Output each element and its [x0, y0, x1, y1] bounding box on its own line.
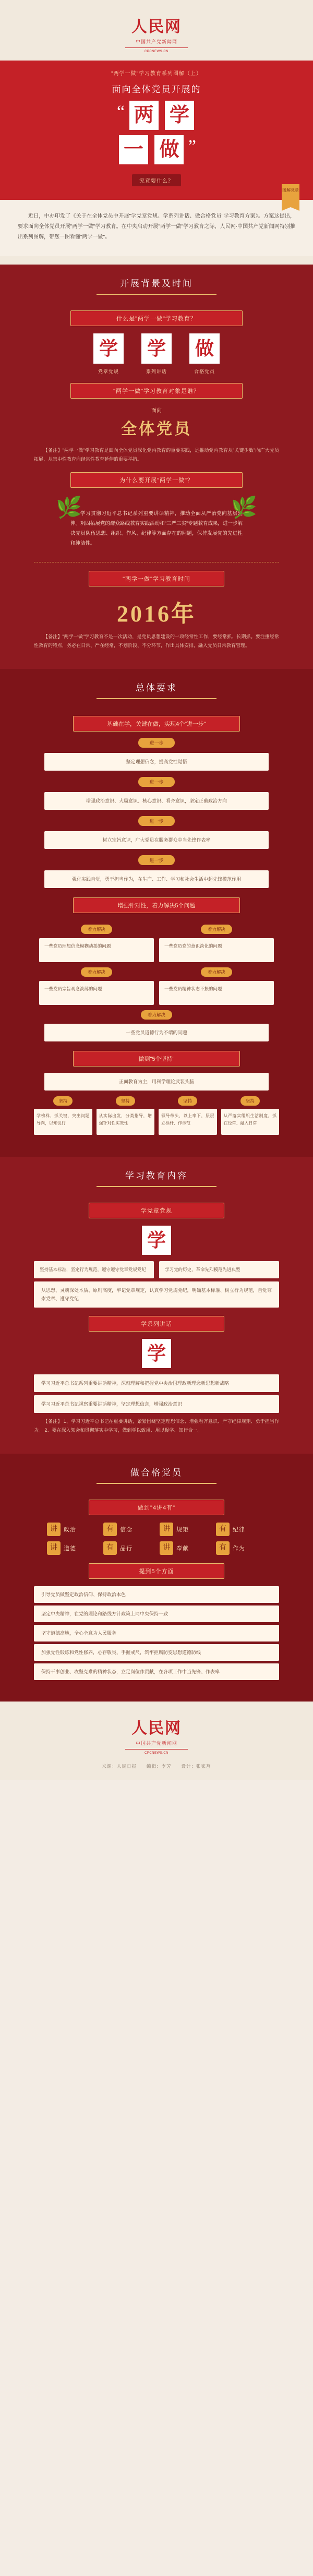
hero-char-3: 做 [154, 135, 184, 164]
kv-key-3: 有 [216, 1523, 230, 1536]
hero-big-chars-2 [10, 134, 303, 166]
aspect-item-0: 引导党员做坚定政治信仰、保持政治本色 [34, 1586, 279, 1603]
study-rules-cards [34, 1261, 279, 1278]
kv-key-7: 有 [216, 1541, 230, 1555]
study-rules-wide: 从思想、灵魂深处本质、原则高度，牢记党章规定，认真学习党规党纪，明确基本标准、树立行为规范，自觉尊崇党章、遵守党纪 [34, 1281, 279, 1308]
hero-kicker: "两学一做"学习教育系列图解（上） [111, 71, 202, 77]
hero-banner [0, 61, 313, 200]
kv-val-2: 规矩 [176, 1527, 189, 1533]
kv-2 [160, 1523, 210, 1536]
four-four-grid [47, 1523, 266, 1555]
trio-item-2 [189, 333, 220, 375]
footer-credit: 来源：人民日报 编辑：李芳 设计：张家菖 [102, 1764, 211, 1769]
ribbon-badge: 图解党章 [282, 184, 299, 207]
footer-logo-divider [125, 1749, 188, 1750]
footer-logo[interactable] [0, 1715, 313, 1755]
mini-card-2: 一些党员宗旨观念淡薄的问题 [39, 981, 154, 1005]
subhead-target: "两学一做"学习教育对象是谁？ [70, 383, 243, 399]
req-group-1 [34, 897, 279, 1041]
bigchar-study-2: 学 [142, 1339, 171, 1368]
req-head-2: 做到"5个坚持" [73, 1051, 240, 1067]
kv-val-4: 道德 [64, 1545, 76, 1552]
page-header [0, 0, 313, 265]
kv-1 [103, 1523, 153, 1536]
kv-key-0: 讲 [47, 1523, 61, 1536]
target-label: 面向 [151, 408, 162, 414]
mini-pill-2: 着力解决 [81, 967, 112, 977]
tag-1: 坚持 [53, 1096, 73, 1106]
pill-0-2: 进一步 [138, 816, 175, 826]
note-content: 【备注】 1、学习习近平总书记在重要讲话，紧紧围绕坚定理想信念、增强看齐意识、严守纪律规矩、勇于担当作为。 2、要在深入领会和贯彻落实中学习，做到学以致用、用以促学、知行合一。 [34, 1419, 279, 1433]
kv-val-6: 奉献 [176, 1545, 189, 1552]
mini-pill-1: 着力解决 [201, 925, 232, 934]
quote-right: ” [188, 137, 196, 157]
trio-char-2: 做 [189, 333, 220, 364]
subhead-what-is: 什么是"两学一做"学习教育？ [70, 310, 243, 326]
footer-logo-sub: 中国共产党新闻网 [135, 1741, 177, 1746]
note-target: 【备注】"两学一做"学习教育是面向全体党员深化党内教育的重要实践，是推动党内教育从"关键少数"向广大党员拓展、从集中性教育向经常性教育延伸的重要举措。 [34, 448, 279, 462]
footer-logo-main: 人民网 [131, 1720, 182, 1737]
section-content [0, 1157, 313, 1454]
req-head-1: 增强针对性，着力解决5个问题 [73, 897, 240, 913]
req-group-0 [34, 716, 279, 888]
kv-key-6: 讲 [160, 1541, 173, 1555]
req-head-0: 基础在学，关键在做，实现4个"进一步" [73, 716, 240, 732]
quote-left: “ [117, 102, 125, 122]
kv-val-0: 政治 [64, 1527, 76, 1533]
kv-7 [216, 1541, 266, 1555]
trio-char-1: 学 [141, 333, 172, 364]
section-title-requirements: 总体要求 [0, 677, 313, 706]
trio-label-1: 系列讲话 [146, 369, 167, 374]
card-0-2: 树立宗旨意识，广大党员在服务群众中当先锋作表率 [44, 831, 269, 849]
study-speech-wide: 学习习近平总书记系列重要讲话精神，深刻理解和把握党中央治国理政新理念新思想新战略 [34, 1374, 279, 1392]
kv-5 [103, 1541, 153, 1555]
four-row [34, 1096, 279, 1135]
tag-3: 坚持 [178, 1096, 197, 1106]
kv-3 [216, 1523, 266, 1536]
trio-label-2: 合格党员 [194, 369, 215, 374]
footer-logo-en: CPCNEWS.CN [144, 1752, 168, 1755]
mini-card-1: 一些党员党的意识淡化的问题 [159, 938, 274, 962]
section-title-qualified: 做合格党员 [0, 1462, 313, 1491]
hero-char-1: 学 [165, 101, 194, 130]
site-logo[interactable] [0, 14, 313, 53]
spacer-1 [0, 650, 313, 655]
year-text: 2016年 [117, 601, 196, 627]
laurel-left-icon: 🌿 [56, 496, 82, 519]
subhead-five-aspects: 提到5个方面 [89, 1563, 224, 1579]
bigchar-study-1: 学 [142, 1226, 171, 1255]
study-rules-card-0: 坚持基本标准，坚定行为规范，遵守遵守党章党规党纪 [34, 1261, 154, 1278]
four-cell-4 [221, 1096, 280, 1135]
subhead-time: "两学一做"学习教育时间 [89, 571, 224, 586]
subhead-study-rules: 学党章党规 [89, 1203, 224, 1218]
mini-pill-4: 着力解决 [141, 1010, 172, 1020]
section-title-content: 学习教育内容 [0, 1165, 313, 1194]
section-qualified [0, 1454, 313, 1702]
hero-title: 面向全体党员开展的 [112, 85, 201, 94]
four-text-2: 从实际出发，分类指导，增强针对性实效性 [97, 1109, 155, 1135]
spacer-4 [0, 1683, 313, 1688]
hero-big-chars [10, 99, 303, 131]
kv-key-2: 讲 [160, 1523, 173, 1536]
subhead-study-speech: 学系列讲话 [89, 1316, 224, 1332]
logo-main-text: 人民网 [131, 18, 182, 35]
twocol-col-2 [39, 962, 154, 1005]
study-speech-wide-2: 学习习近平总书记视察重要讲话精神，坚定理想信念，增强政治意识 [34, 1395, 279, 1413]
aspect-item-3: 加强党性锻炼和党性修养，心存敬畏、手握戒尺，筑牢拒腐防变思想道德防线 [34, 1644, 279, 1661]
kv-4 [47, 1541, 97, 1555]
four-cell-1 [34, 1096, 92, 1135]
hero-char-2: 一 [119, 135, 148, 164]
section-background [0, 265, 313, 669]
four-text-1: 学榜样、抓关键，突出问题导向，以知促行 [34, 1109, 92, 1135]
pill-0-0: 进一步 [138, 738, 175, 748]
kv-val-5: 品行 [120, 1545, 133, 1552]
section-requirements [0, 669, 313, 1157]
twocol-col-0 [39, 919, 154, 962]
mini-pill-3: 着力解决 [201, 967, 232, 977]
kv-0 [47, 1523, 97, 1536]
twocol-row-0 [39, 919, 274, 962]
twocol-row-1 [39, 962, 274, 1005]
trio-label-0: 党章党规 [98, 369, 119, 374]
kv-val-7: 作为 [233, 1545, 245, 1552]
spacer-3 [0, 1435, 313, 1440]
wreath-text: 学习贯彻习近平总书记系列重要讲话精神，推动全面从严治党向基层延伸。巩固拓展党的群众路线教育实践活动和"三严三实"专题教育成果，进一步解决党员队伍思想、组织、作风、纪律等方面存在的问题，保持发展党的先进性和纯洁性。 [70, 511, 243, 546]
card-persist-0: 正面教育为主，用科学理论武装头脑 [44, 1073, 269, 1091]
twocol-col-3 [159, 962, 274, 1005]
four-cell-3 [159, 1096, 217, 1135]
year-wrap [0, 595, 313, 628]
mini-card-0: 一些党员理想信念模糊动摇的问题 [39, 938, 154, 962]
logo-sub-text: 中国共产党新闻网 [135, 39, 177, 44]
mini-card-4: 一些党员道德行为不端的问题 [44, 1024, 269, 1041]
kv-val-3: 纪律 [233, 1527, 245, 1533]
kv-val-1: 信念 [120, 1527, 133, 1533]
intro-paragraph: 近日，中办印发了《关于在全体党员中开展"学党章党规、学系列讲话、做合格党员"学习教育方案》。方案这提出，要求面向全体党员开展"两学一做"学习教育。在中央启动开展"两学一做"学习教育之际，人民网·中国共产党新闻网特别推出系列图解，带您一图看懂"两学一做"。 [0, 200, 313, 256]
req-group-2 [34, 1051, 279, 1135]
card-0-0: 坚定理想信念，提高党性觉悟 [44, 753, 269, 771]
trio-item-0 [93, 333, 124, 375]
kv-6 [160, 1541, 210, 1555]
wreath-block [34, 495, 279, 554]
mini-pill-0: 着力解决 [81, 925, 112, 934]
trio-item-1 [141, 333, 172, 375]
kv-key-1: 有 [103, 1523, 117, 1536]
pill-0-3: 进一步 [138, 855, 175, 865]
section-title-background: 开展背景及时间 [0, 273, 313, 302]
study-rules-card-1: 学习党的历史，革命先烈模范先进典型 [159, 1261, 279, 1278]
four-text-4: 从严落实组织生活制度，抓在经常、融入日常 [221, 1109, 280, 1135]
card-0-1: 增强政治意识、大局意识、核心意识、看齐意识，坚定正确政治方向 [44, 792, 269, 810]
aspect-item-4: 保持干事创业、攻坚克难的精神状态，立足岗位作贡献，在各项工作中当先锋、作表率 [34, 1663, 279, 1680]
laurel-right-icon: 🌿 [231, 496, 257, 519]
logo-divider [125, 47, 188, 48]
subhead-why: 为什么要开展"两学一做"？ [70, 472, 243, 488]
hero-char-0: 两 [129, 101, 159, 130]
page-footer [0, 1702, 313, 1780]
card-0-3: 强化实践自觉，勇于担当作为，在生产、工作、学习和社会生活中起先锋模范作用 [44, 870, 269, 888]
hero-footnote: 究竟要什么？ [132, 174, 181, 186]
tag-2: 坚持 [116, 1096, 135, 1106]
note-time: 【备注】"两学一做"学习教育不是一次活动，是党员思想建设的一项经常性工作，要经常抓、长期抓。要注重经常性教育的特点，务必在日常、严在经常，不划阶段、不分环节，作出具体安排，融入党员日常教育管理。 [34, 634, 279, 648]
mini-card-3: 一些党员精神状态不振的问题 [159, 981, 274, 1005]
kv-key-5: 有 [103, 1541, 117, 1555]
logo-en-text: CPCNEWS.CN [144, 50, 168, 53]
subhead-four-four: 做到"4讲4有" [89, 1500, 224, 1515]
trio-char-0: 学 [93, 333, 124, 364]
twocol-col-1 [159, 919, 274, 962]
spacer-2 [0, 1138, 313, 1143]
target-big-text: 全体党员 [121, 421, 192, 438]
four-text-3: 领导带头，以上率下，层层立标杆、作示范 [159, 1109, 217, 1135]
kv-key-4: 讲 [47, 1541, 61, 1555]
tag-4: 坚持 [240, 1096, 260, 1106]
trio-group [0, 333, 313, 375]
pill-0-1: 进一步 [138, 777, 175, 787]
aspect-item-2: 坚守道德高地，全心全意为人民服务 [34, 1625, 279, 1642]
four-cell-2 [97, 1096, 155, 1135]
aspect-item-1: 坚定中央精神，在党的理论和路线方针政策上同中央保持一致 [34, 1605, 279, 1622]
